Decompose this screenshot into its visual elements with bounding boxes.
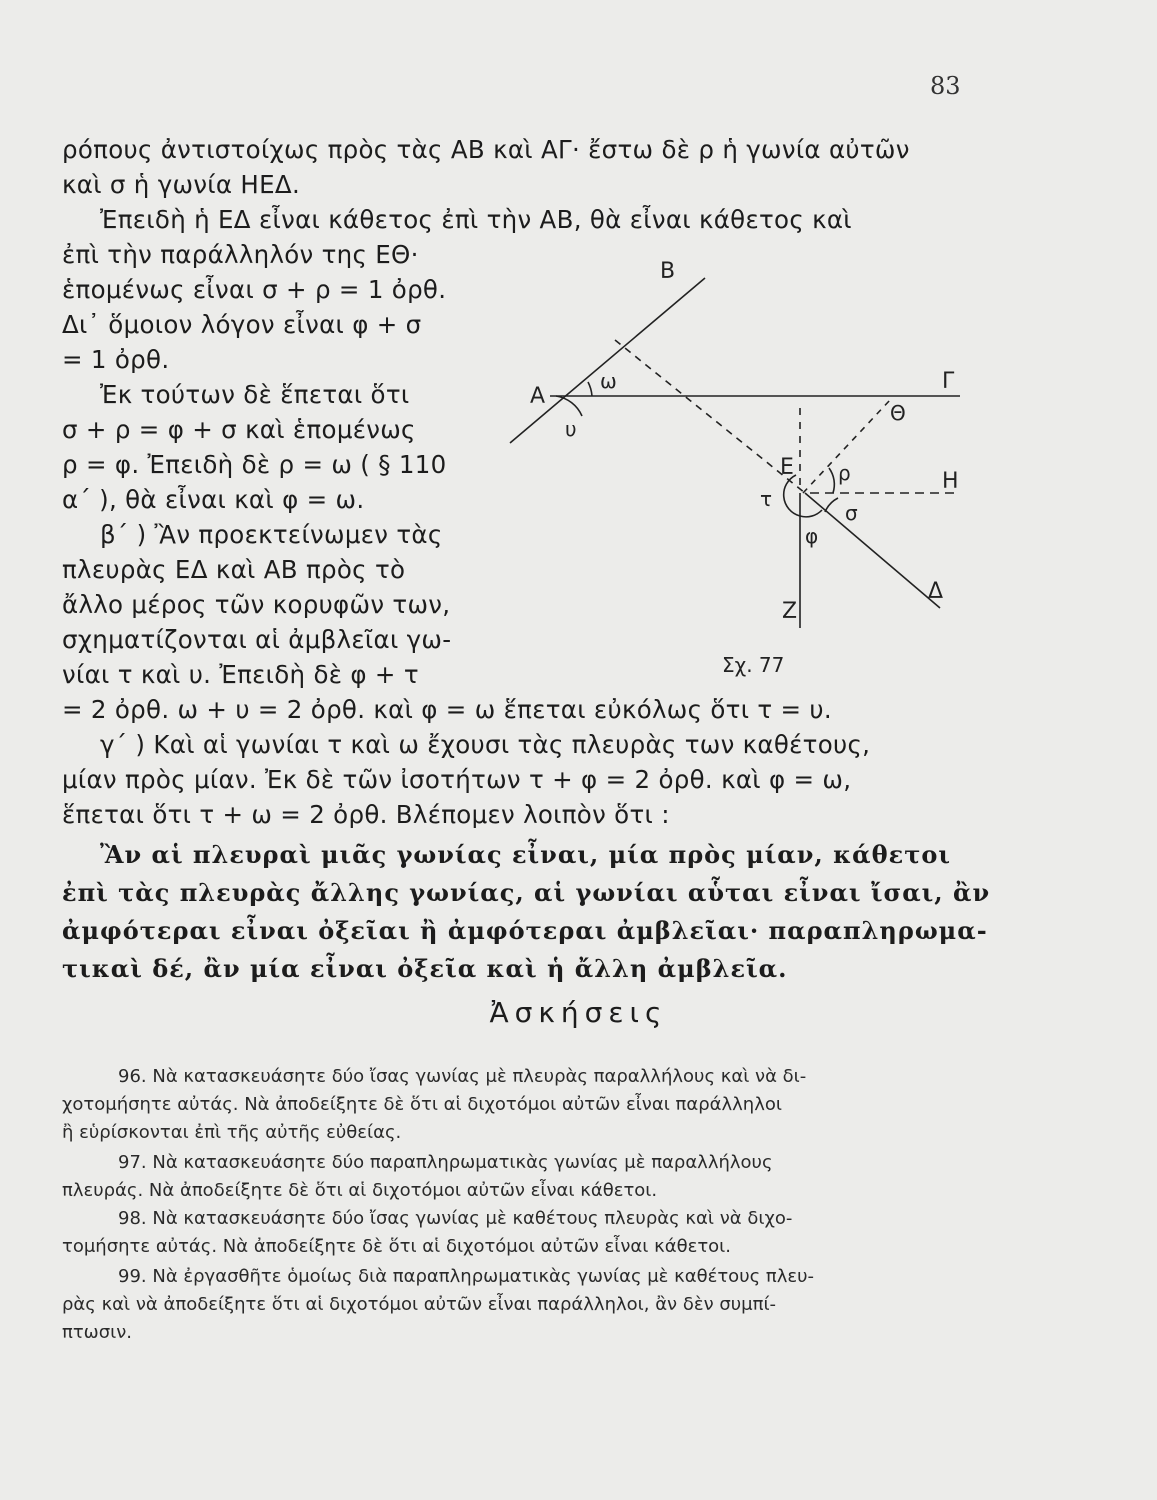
text-line: νίαι τ καὶ υ. Ἐπειδὴ δὲ φ + τ <box>62 660 419 689</box>
text-line: σ + ρ = φ + σ καὶ ἑπομένως <box>62 415 416 444</box>
exercise-line: ἢ εὑρίσκονται ἐπὶ τῆς αὐτῆς εὐθείας. <box>62 1122 402 1143</box>
text-line: μίαν πρὸς μίαν. Ἐκ δὲ τῶν ἰσοτήτων τ + φ = 2 ὀρθ. καὶ φ = ω, <box>62 765 852 794</box>
text-line: ἕπεται ὅτι τ + ω = 2 ὀρθ. Βλέπομεν λοιπὸν ὅτι : <box>62 800 670 829</box>
label-d: Δ <box>928 579 944 604</box>
theorem-line: Ἂν αἱ πλευραὶ μιᾶς γωνίας εἶναι, μία πρὸς μίαν, κάθετοι <box>100 840 951 869</box>
geometry-figure <box>500 248 980 678</box>
exercise-line: πτωσιν. <box>62 1322 133 1343</box>
arc-rho <box>829 468 834 493</box>
label-a: Α <box>530 384 546 409</box>
label-g: Γ <box>942 369 955 394</box>
arc-tau <box>784 475 800 516</box>
exercise-line: χοτομήσητε αὐτάς. Νὰ ἀποδείξητε δὲ ὅτι αἱ διχοτόμοι αὐτῶν εἶναι παράλληλοι <box>62 1094 782 1115</box>
arc-phi <box>800 510 822 517</box>
arc-upsilon <box>556 396 582 416</box>
exercise-line: 98. Νὰ κατασκευάσητε δύο ἴσας γωνίας μὲ καθέτους πλευρὰς καὶ νὰ διχο- <box>118 1208 793 1229</box>
label-omega: ω <box>600 369 617 393</box>
exercise-line: 99. Νὰ ἐργασθῆτε ὁμοίως διὰ παραπληρωματικὰς γωνίας μὲ καθέτους πλευ- <box>118 1266 815 1287</box>
text-line: ἑπομένως εἶναι σ + ρ = 1 ὀρθ. <box>62 275 447 304</box>
text-line: = 1 ὀρθ. <box>62 345 170 374</box>
text-line: Δι᾽ ὅμοιον λόγον εἶναι φ + σ <box>62 310 422 339</box>
text-line: καὶ σ ἡ γωνία ΗΕΔ. <box>62 170 301 199</box>
text-line: β´ ) Ἂν προεκτείνωμεν τὰς <box>100 520 443 549</box>
text-line: πλευρὰς ΕΔ καὶ ΑΒ πρὸς τὸ <box>62 555 406 584</box>
label-phi: φ <box>805 524 819 548</box>
text-line: γ´ ) Καὶ αἱ γωνίαι τ καὶ ω ἔχουσι τὰς πλευρὰς των καθέτους, <box>100 730 871 759</box>
text-line: Ἐπειδὴ ἡ ΕΔ εἶναι κάθετος ἐπὶ τὴν ΑΒ, θὰ εἶναι κάθετος καὶ <box>100 205 852 234</box>
theorem-line: τικαὶ δέ, ἂν μία εἶναι ὀξεῖα καὶ ἡ ἄλλη ἀμβλεῖα. <box>62 954 788 983</box>
text-line: Ἐκ τούτων δὲ ἕπεται ὅτι <box>100 380 410 409</box>
exercise-line: τομήσητε αὐτάς. Νὰ ἀποδείξητε δὲ ὅτι αἱ διχοτόμοι αὐτῶν εἶναι κάθετοι. <box>62 1236 731 1257</box>
text-line: σχηματίζονται αἱ ἀμβλεῖαι γω- <box>62 625 452 654</box>
exercise-line: ρὰς καὶ νὰ ἀποδείξητε ὅτι αἱ διχοτόμοι αὐτῶν εἶναι παράλληλοι, ἂν δὲν συμπί- <box>62 1294 777 1315</box>
arc-omega <box>588 382 592 396</box>
line-e-dashed-perp <box>615 340 805 493</box>
label-z: Ζ <box>782 599 798 624</box>
label-e: Ε <box>780 455 794 480</box>
text-line: ἄλλο μέρος τῶν κορυφῶν των, <box>62 590 451 619</box>
arc-sigma <box>825 498 838 512</box>
page-number: 83 <box>930 72 961 100</box>
exercises-heading: Ἀσκήσεις <box>489 996 668 1029</box>
text-line: ἐπὶ τὴν παράλληλόν της ΕΘ· <box>62 240 419 269</box>
label-tau: τ <box>760 487 773 511</box>
label-h: Η <box>942 469 959 494</box>
text-line: = 2 ὀρθ. ω + υ = 2 ὀρθ. καὶ φ = ω ἕπεται εὐκόλως ὅτι τ = υ. <box>62 695 832 724</box>
theorem-line: ἐπὶ τὰς πλευρὰς ἄλλης γωνίας, αἱ γωνίαι αὗται εἶναι ἴσαι, ἂν <box>62 878 991 907</box>
label-theta: Θ <box>890 401 906 425</box>
figure-caption: Σχ. 77 <box>722 653 785 677</box>
line-ab <box>510 278 705 443</box>
text-line: ρ = φ. Ἐπειδὴ δὲ ρ = ω ( § 110 <box>62 450 447 479</box>
label-rho: ρ <box>838 461 851 485</box>
text-line: ρόπους ἀντιστοίχως πρὸς τὰς ΑΒ καὶ ΑΓ· ἔστω δὲ ρ ἡ γωνία αὐτῶν <box>62 135 910 164</box>
theorem-line: ἀμφότεραι εἶναι ὀξεῖαι ἢ ἀμφότεραι ἀμβλεῖαι· παραπληρωμα- <box>62 916 988 945</box>
exercise-line: 96. Νὰ κατασκευάσητε δύο ἴσας γωνίας μὲ πλευρὰς παραλλήλους καὶ νὰ δι- <box>118 1066 807 1087</box>
label-upsilon: υ <box>565 417 577 441</box>
exercise-line: πλευράς. Νὰ ἀποδείξητε δὲ ὅτι αἱ διχοτόμοι αὐτῶν εἶναι κάθετοι. <box>62 1180 658 1201</box>
label-sigma: σ <box>845 501 858 525</box>
label-b: Β <box>660 259 676 284</box>
text-line: α´ ), θὰ εἶναι καὶ φ = ω. <box>62 485 365 514</box>
exercise-line: 97. Νὰ κατασκευάσητε δύο παραπληρωματικὰς γωνίας μὲ παραλλήλους <box>118 1152 773 1173</box>
